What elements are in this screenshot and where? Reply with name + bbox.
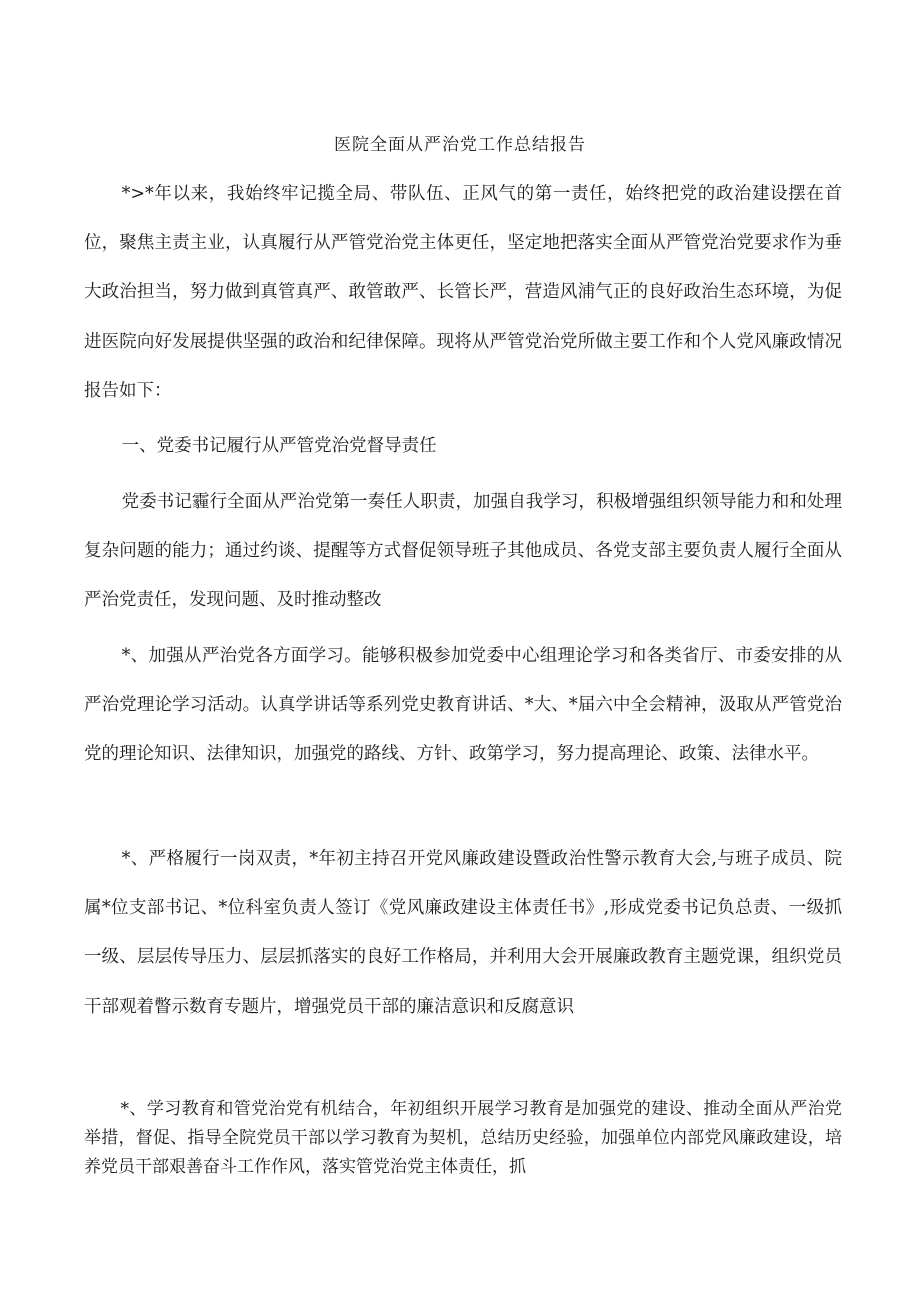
paragraph-3: *、加强从严治党各方面学习。能够积极参加党委中心组理论学习和各类省厅、市委安排的从严治党理论学习活动。认真学讲话等系列党史教育讲话、*大、*届六中全会精神，汲取从严管党治党的理论知识、法律知识，加强党的路线、方针、政第学习，努力提高理论、政策、法律水平。: [84, 646, 842, 765]
paragraph-intro: *>*年以来，我始终牢记揽全局、带队伍、正风气的第一责任，始终把党的政治建设摆在首位，聚焦主责主业，认真履行从严管党治党主体更任，坚定地把落实全面从严管党治党要求作为垂大政治担当，努力做到真管真严、敢管敢严、长管长严，营造风浦气正的良好政治生态环境，为促进医院向好发展提供坚强的政治和纪律保障。现将从严管党治党所做主要工作和个人党风廉政情况报告如下：: [84, 184, 842, 401]
paragraph-5: *、学习教育和管党治党有机结合，年初组织开展学习教育是加强党的建设、推动全面从严治党举措，督促、指导全院党员干部以学习教育为契机，总结历史经验，加强单位内部党风廉政建设，培养党员干部艰善奋斗工作作风，落实管党治党主体责任，抓: [84, 1099, 842, 1177]
paragraph-4: *、严格履行一岗双责，*年初主持召开党风廉政建设暨政治性警示教育大会,与班子成员、院属*位支部书记、*位科室负责人签订《党风廉政建设主体责任书》,形成党委书记负总责、一级抓一级、层层传导压力、层层抓落实的良好工作格局，并利用大会开展廉政教育主题党课，组织党员干部观着瞥示数育专题片，增强党员干部的廉洁意识和反腐意识: [84, 849, 842, 1017]
document-title: 医院全面从严治党工作总结报告: [334, 135, 586, 155]
section-heading-1: 一、党委书记履行从严管党治党督导责任: [121, 436, 437, 456]
paragraph-2: 党委书记霾行全面从严治党第一奏任人职责，加强自我学习，积极增强组织领导能力和和处理复杂问题的能力；通过约谈、提醒等方式督促领导班子其他成员、各党支部主要负责人履行全面从严治党责任，发现问题、及时推动整改: [84, 492, 842, 611]
